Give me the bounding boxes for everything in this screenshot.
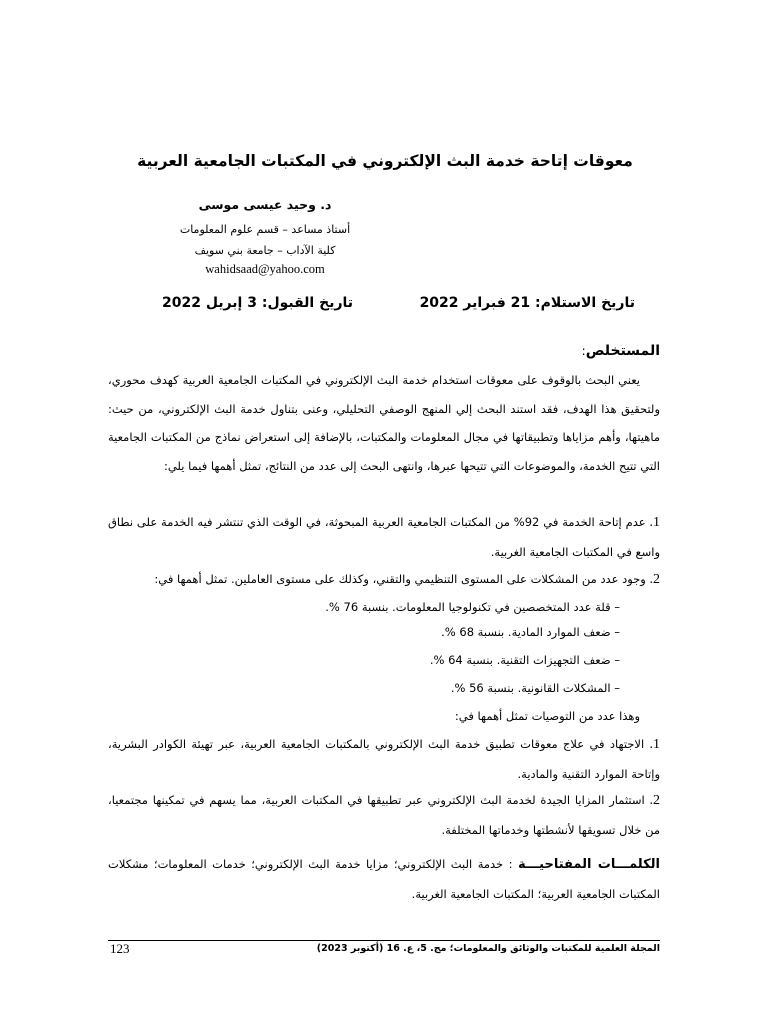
author-role: أستاذ مساعد – قسم علوم المعلومات — [179, 223, 351, 236]
result-2 — [108, 565, 660, 595]
accepted-date: تاريخ القبول: 3 إبريل 2022 — [162, 295, 354, 311]
author-name: د. وحيد عيسى موسى — [198, 197, 332, 212]
abstract-heading-text: المستخلص — [585, 343, 660, 359]
recommendation-2 — [108, 786, 660, 844]
page-number: 123 — [110, 941, 130, 956]
footer-journal-citation: المجلة العلمية للمكتبات والوثائق والمعلومات؛ مج. 5، ع. 16 (أكتوبر 2023) — [316, 943, 660, 954]
result-1-number: 1. — [649, 515, 660, 530]
result-2-sub-4: – المشكلات القانونية. بنسبة 56 %. — [450, 681, 620, 695]
author-affiliation: كلية الآداب – جامعة بني سويف — [194, 244, 336, 257]
paper-title: معوقات إتاحة خدمة البث الإلكتروني في المكتبات الجامعية العربية — [137, 152, 633, 170]
keywords-text: : خدمة البث الإلكتروني؛ مزايا خدمة البث الإلكتروني؛ خدمات المعلومات؛ مشكلات المكتبات الجامعية العربية؛ المكتبات الجامعية الغربية. — [108, 857, 660, 901]
abstract-heading-colon: : — [581, 344, 586, 358]
recommendation-1-text: الاجتهاد في علاج معوقات تطبيق خدمة البث الإلكتروني بالمكتبات الجامعية العربية، عبر تهيئة الكوادر البشرية، وإتاحة الموارد التقنية والمادية. — [108, 737, 660, 781]
author-email: wahidsaad@yahoo.com — [205, 262, 325, 276]
result-2-number: 2. — [649, 572, 660, 587]
result-2-sub-2: – ضعف الموارد المادية. بنسبة 68 %. — [441, 625, 620, 639]
recommendation-1 — [108, 730, 660, 788]
abstract-heading — [582, 343, 660, 359]
recommendation-2-number: 2. — [649, 793, 661, 808]
result-1-text: عدم إتاحة الخدمة في 92% من المكتبات الجامعية العربية المبحوثة، في الوقت الذي تنتشر فيه الخدمة على نطاق واسع في المكتبات الجامعية الغربية. — [108, 515, 660, 559]
received-date: تاريخ الاستلام: 21 فبراير 2022 — [419, 295, 635, 311]
result-2-sub-3: – ضعف التجهيزات التقنية. بنسبة 64 %. — [429, 653, 620, 667]
abstract-intro: يعني البحث بالوقوف على معوقات استخدام خدمة البث الإلكتروني في المكتبات الجامعية العربية كهدف محوري، ولتحقيق هذا الهدف، فقد استند البحث إلي المنهج الوصفي التحليلي، وعنى بتناول خدمة البث الإلكتروني، من حيث: ماهيتها، وأهم مزاياها وتطبيقاتها في مجال المعلومات والمكتبات، بالإضافة إلى استعراض نماذج من المكتبات الجامعية التي تتيح الخدمة، والموضوعات التي تتيحها عبرها، وانتهى البحث إلى عدد من النتائج، تمثل أهمها فيما يلي: — [108, 373, 660, 473]
recommendation-1-number: 1. — [649, 737, 660, 752]
recommendations-intro: وهذا عدد من التوصيات تمثل أهمها في: — [454, 709, 640, 723]
keywords — [108, 850, 660, 908]
result-2-sub-1: – قلة عدد المتخصصين في تكنولوجيا المعلومات. بنسبة 76 %. — [325, 600, 620, 614]
result-2-text: وجود عدد من المشكلات على المستوى التنظيمي والتقني، وكذلك على مستوى العاملين. تمثل أهمها في: — [154, 572, 646, 586]
footer-divider — [108, 940, 660, 941]
keywords-label: الكلمـــات المفتاحيـــة — [517, 857, 660, 872]
result-1 — [108, 508, 660, 566]
recommendation-2-text: استثمار المزايا الجيدة لخدمة البث الإلكتروني عبر تطبيقها في المكتبات العربية، مما يسهم في تمكينها مجتمعيا، من خلال تسويقها لأنشطتها وخدماتها المختلفة. — [108, 793, 660, 837]
